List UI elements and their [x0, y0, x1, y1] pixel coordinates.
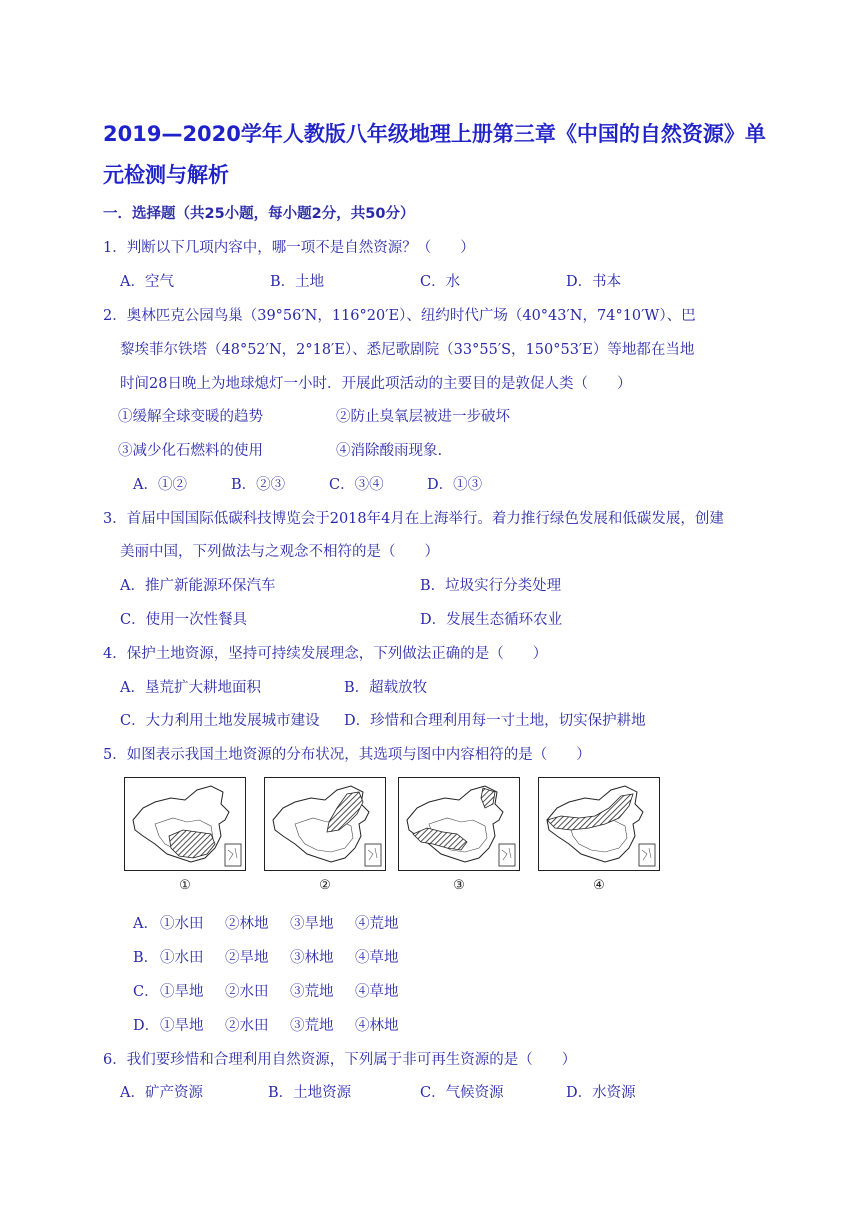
- map-label-1: ①: [179, 878, 191, 893]
- q2-statement-4: ④消除酸雨现象.: [336, 443, 443, 459]
- q2-option-d: D．①③: [427, 477, 483, 493]
- map-label-2: ②: [319, 878, 331, 893]
- q2-option-c: C．③④: [329, 477, 384, 493]
- document-title-line-2: 元检测与解析: [103, 163, 229, 187]
- q2-statement-3: ③减少化石燃料的使用: [118, 443, 263, 459]
- q5-stem: 5．如图表示我国土地资源的分布状况，其选项与图中内容相符的是（ ）: [103, 747, 591, 763]
- land-distribution-maps: [124, 777, 664, 897]
- china-map-2: [264, 777, 386, 871]
- map-label-4: ④: [593, 878, 605, 893]
- q2-stem-line-2: 黎埃菲尔铁塔（48°52′N，2°18′E）、悉尼歌剧院（33°55′S，150°53′E）等地都在当地: [120, 342, 695, 358]
- china-map-4: [538, 777, 660, 871]
- section-heading: 一．选择题（共25小题，每小题2分，共50分）: [103, 206, 415, 222]
- q6-stem: 6．我们要珍惜和合理利用自然资源，下列属于非可再生资源的是（ ）: [103, 1052, 577, 1068]
- q2-option-a: A．①②: [133, 477, 187, 493]
- q1-option-a: A．空气: [120, 274, 174, 290]
- q3-option-d: D．发展生态循环农业: [420, 612, 563, 628]
- q4-option-d: D．珍惜和合理利用每一寸土地，切实保护耕地: [344, 713, 646, 729]
- document-page: 2019—2020学年人教版八年级地理上册第三章《中国的自然资源》单 元检测与解析 一．选择题（共25小题，每小题2分，共50分） 1．判断以下几项内容中，哪一项不是自然资源？（ ） A．空气 B．土地 C．水 D．书本 2．奥林匹克公园鸟巢（39°56′N，116°20′E）、纽约时代广场（40°43′N，74°10′W）、巴 黎埃菲尔铁塔（48°52′N，2°18′E）、悉尼歌剧院（33°55′S，150°53′E）等地都在当地 时间28日晚上为地球熄灯一小时．开展此项活动的主要目的是敦促人类（ ） ①缓解全球变暖的趋势 ②防止臭氧层被进一步破坏 ③减少化石燃料的使用 ④消除酸雨现象. A．①② B．②③ C．③④ D．①③ 3．首届中国国际低碳科技博览会于2018年4月在上海举行。着力推行绿色发展和低碳发展，创建 美丽中国，下列做法与之观念不相符的是（ ） A．推广新能源环保汽车 B．垃圾实行分类处理 C．使用一次性餐具 D．发展生态循环农业 4．保护土地资源，坚持可持续发展理念，下列做法正确的是（ ） A．垦荒扩大耕地面积 B．超载放牧 C．大力利用土地发展城市建设 D．珍惜和合理利用每一寸土地，切实保护耕地 5．如图表示我国土地资源的分布状况，其选项与图中内容相符的是（ ） ① ② ③ ④ A． ①水田 ②林地 ③旱地 ④荒地 B． ①水田 ②旱地 ③林地 ④草地 C． ①旱地 ②水田 ③荒地 ④草地 D． ①旱地 ②水田 ③荒地 ④林地 6．我们要珍惜和合理利用自然资源，下列属于非可再生资源的是（ ） A．矿产资源 B．土地资源 C．气候资源 D．水资源: [0, 0, 860, 1216]
- q3-option-c: C．使用一次性餐具: [120, 612, 248, 628]
- q4-option-c: C．大力利用土地发展城市建设: [120, 713, 320, 729]
- document-title-line-1: 2019—2020学年人教版八年级地理上册第三章《中国的自然资源》单: [103, 122, 766, 146]
- q2-stem-line-3: 时间28日晚上为地球熄灯一小时．开展此项活动的主要目的是敦促人类（ ）: [120, 376, 632, 392]
- q6-option-b: B．土地资源: [268, 1085, 352, 1101]
- q3-stem-line-2: 美丽中国，下列做法与之观念不相符的是（ ）: [120, 544, 439, 560]
- q4-stem: 4．保护土地资源，坚持可持续发展理念，下列做法正确的是（ ）: [103, 646, 548, 662]
- china-map-3: [398, 777, 520, 871]
- q6-option-c: C．气候资源: [420, 1085, 504, 1101]
- china-map-1: [124, 777, 246, 871]
- q1-option-c: C．水: [420, 274, 461, 290]
- q3-stem-line-1: 3．首届中国国际低碳科技博览会于2018年4月在上海举行。着力推行绿色发展和低碳发展，创建: [103, 511, 724, 527]
- q1-stem: 1．判断以下几项内容中，哪一项不是自然资源？（ ）: [103, 240, 475, 256]
- q1-option-b: B．土地: [270, 274, 325, 290]
- q2-stem-line-1: 2．奥林匹克公园鸟巢（39°56′N，116°20′E）、纽约时代广场（40°43′N，74°10′W）、巴: [103, 308, 696, 324]
- q2-statement-2: ②防止臭氧层被进一步破坏: [336, 409, 510, 425]
- q2-statement-1: ①缓解全球变暖的趋势: [118, 409, 263, 425]
- q6-option-a: A．矿产资源: [120, 1085, 203, 1101]
- q4-option-b: B．超载放牧: [344, 680, 428, 696]
- map-label-3: ③: [453, 878, 465, 893]
- q2-option-b: B．②③: [231, 477, 286, 493]
- q4-option-a: A．垦荒扩大耕地面积: [120, 680, 261, 696]
- q3-option-b: B．垃圾实行分类处理: [420, 578, 562, 594]
- q6-option-d: D．水资源: [566, 1085, 636, 1101]
- q1-option-d: D．书本: [566, 274, 622, 290]
- q3-option-a: A．推广新能源环保汽车: [120, 578, 276, 594]
